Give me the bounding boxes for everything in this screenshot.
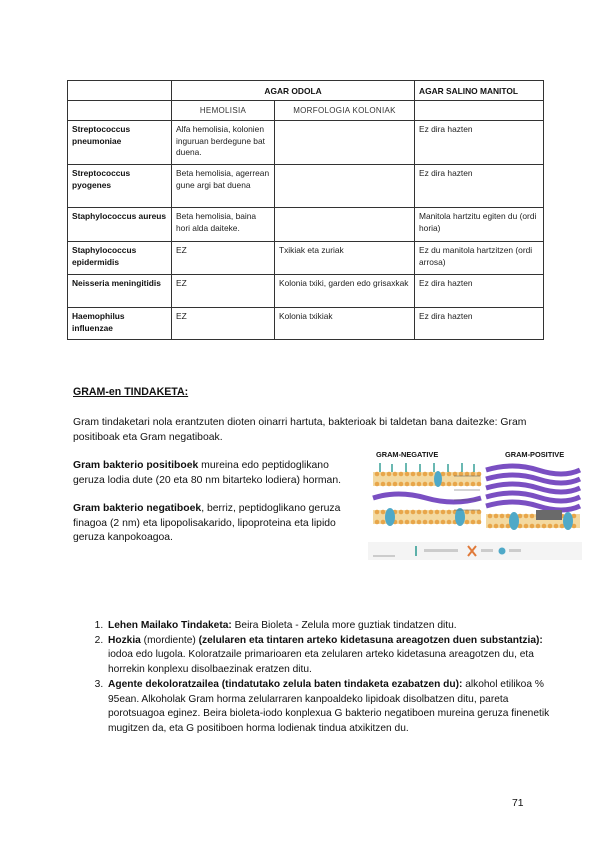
morfologia-cell: Kolonia txikiak (275, 308, 415, 340)
table-row (68, 121, 544, 165)
organism-cell: Staphylococcus aureus (68, 208, 172, 242)
organism-cell: Haemophilus influenzae (68, 308, 172, 340)
gram-negative-term: Gram bakterio negatiboek (73, 503, 202, 514)
manitol-cell: Ez dira hazten (415, 308, 544, 340)
hemolisia-cell: Beta hemolisia, baina hori alda daiteke. (172, 208, 275, 242)
step-text-2: iodoa edo lugola. Koloratzaile primarioaren eta zelularen arteko kidetasuna areagotzen du, eta horrekin konplexu disolbaezinak eratzen ditu. (108, 649, 534, 676)
subheader-blank-2 (415, 101, 544, 121)
section-heading: GRAM-en TINDAKETA: (73, 386, 189, 398)
subheader-morfologia: MORFOLOGIA KOLONIAK (275, 101, 415, 121)
header-agar-salino: AGAR SALINO MANITOL (415, 81, 544, 101)
manitol-cell: Manitola hartzitu egiten du (ordi horia) (415, 208, 544, 242)
subheader-blank (68, 101, 172, 121)
step-text: Beira Bioleta - Zelula more guztiak tindatzen ditu. (231, 620, 457, 631)
step-subtitle: (zelularen eta tintaren arteko kidetasuna areagotzen duen substantzia): (198, 634, 543, 646)
gram-positive-wall (486, 466, 580, 530)
table-header-row (68, 81, 544, 101)
table-row (68, 208, 544, 242)
morfologia-cell: Kolonia txiki, garden edo grisaxkak (275, 275, 415, 308)
organism-cell: Streptococcus pyogenes (68, 165, 172, 208)
organism-cell: Neisseria meningitidis (68, 275, 172, 308)
morfologia-cell (275, 208, 415, 242)
header-blank (68, 81, 172, 101)
gram-negative-paragraph (73, 502, 363, 546)
manitol-cell: Ez dira hazten (415, 275, 544, 308)
manitol-cell: Ez du manitola hartzitzen (ordi arrosa) (415, 242, 544, 275)
hemolisia-cell: Beta hemolisia, agerrean gune argi bat duena (172, 165, 275, 208)
organism-cell: Staphylococcus epidermidis (68, 242, 172, 275)
gram-positive-paragraph (73, 459, 363, 488)
table-row (68, 275, 544, 308)
morfologia-cell (275, 165, 415, 208)
manitol-cell: Ez dira hazten (415, 165, 544, 208)
subheader-hemolisia: HEMOLISIA (172, 101, 275, 121)
list-item (106, 619, 566, 634)
list-item (106, 678, 566, 737)
morfologia-cell: Txikiak eta zuriak (275, 242, 415, 275)
hemolisia-cell: EZ (172, 308, 275, 340)
table-row (68, 242, 544, 275)
table-row (68, 165, 544, 208)
hemolisia-cell: EZ (172, 242, 275, 275)
step-text: (mordiente) (140, 634, 199, 646)
bacteria-table (67, 80, 544, 340)
gram-negative-wall (373, 463, 481, 526)
gram-positive-term: Gram bakterio positiboek (73, 460, 199, 471)
header-agar-odola: AGAR ODOLA (172, 81, 415, 101)
step-text: alkohol etilikoa % 95ean. Alkoholak Gram horma zelularraren kanpoaldeko lipidoak disolbatzen ditu, pareta porotsuagoa eginez. Beira bioleta-iodo konplexua G bakterio negatiboen mureina geruza finenetik mugitzen da, eta G positiboen horma lodienak tindua atxikitzen du. (108, 678, 550, 734)
staining-steps-list (73, 619, 566, 737)
gram-cell-wall-figure (368, 446, 582, 560)
gram-positive-label: GRAM-POSITIVE (505, 450, 565, 459)
page-number: 71 (512, 798, 524, 809)
table-subheader-row (68, 101, 544, 121)
gram-positive-text: mureina edo peptidoglikano geruza lodia dute (20 eta 80 nm bitarteko lodiera) horman. (73, 460, 342, 486)
step-title: Agente dekoloratzailea (tindatutako zelula baten tindaketa ezabatzen du): (108, 678, 463, 690)
table-row (68, 308, 544, 340)
step-title: Hozkia (108, 634, 141, 646)
list-item (106, 634, 566, 678)
gram-negative-text: , berriz, peptidoglikano geruza finagoa (2 nm) eta lipopolisakarido, lipoproteina eta lipido geruza kanpokoagoa. (73, 503, 341, 543)
intro-paragraph: Gram tindaketari nola erantzuten dioten oinarri hartuta, bakterioak bi taldetan bana daitezke: Gram positiboak eta Gram negatiboak. (73, 417, 527, 443)
figure-legend (368, 542, 582, 560)
hemolisia-cell: EZ (172, 275, 275, 308)
hemolisia-cell: Alfa hemolisia, kolonien inguruan berdegune bat duena. (172, 121, 275, 165)
organism-cell: Streptococcus pneumoniae (68, 121, 172, 165)
morfologia-cell (275, 121, 415, 165)
gram-negative-label: GRAM-NEGATIVE (376, 450, 439, 459)
step-title: Lehen Mailako Tindaketa: (108, 620, 232, 631)
manitol-cell: Ez dira hazten (415, 121, 544, 165)
